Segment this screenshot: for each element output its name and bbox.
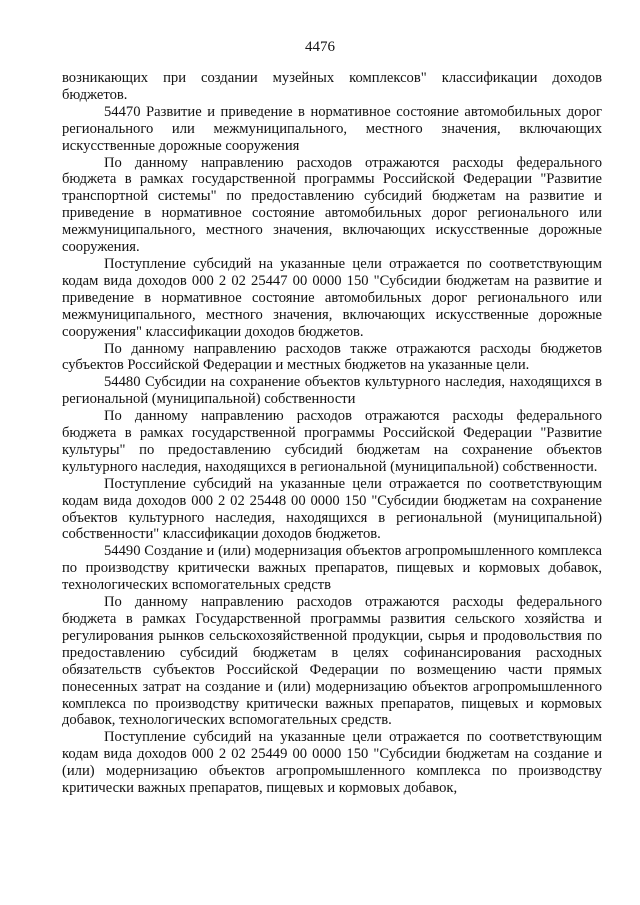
paragraph: Поступление субсидий на указанные цели отражается по соответствующим кодам вида доходов 000 2 02 25448 00 0000 150 "Субсидии бюджетам на сохранение объектов культурного наследия, находящихся в региональной (муниципальной) собственности" классификации доходов бюджетов. (62, 475, 602, 543)
paragraph: Поступление субсидий на указанные цели отражается по соответствующим кодам вида доходов 000 2 02 25449 00 0000 150 "Субсидии бюджетам на создание и (или) модернизацию объектов агропромышленного комплекса по производству критически важных препаратов, пищевых и кормовых добавок, (62, 729, 602, 797)
paragraph: Поступление субсидий на указанные цели отражается по соответствующим кодам вида доходов 000 2 02 25447 00 0000 150 "Субсидии бюджетам на развитие и приведение в нормативное состояние автомобильных дорог регионального или межмуниципального, местного значения, включающих искусственные дорожные сооружения" классификации доходов бюджетов. (62, 255, 602, 340)
document-body (62, 70, 602, 797)
paragraph: По данному направлению расходов также отражаются расходы бюджетов субъектов Российской Федерации и местных бюджетов на указанные цели. (62, 340, 602, 374)
section-heading-54490: 54490 Создание и (или) модернизация объектов агропромышленного комплекса по производству критически важных препаратов, пищевых и кормовых добавок, технологических вспомогательных средств (62, 543, 602, 594)
paragraph: По данному направлению расходов отражаются расходы федерального бюджета в рамках Государственной программы развития сельского хозяйства и регулирования рынков сельскохозяйственной продукции, сырья и продовольствия по предоставлению субсидий бюджетам в целях софинансирования расходных обязательств субъектов Российской Федерации по возмещению части прямых понесенных затрат на создание и (или) модернизацию объектов агропромышленного комплекса по производству критически важных препаратов, пищевых и кормовых добавок, технологических вспомогательных средств. (62, 594, 602, 729)
paragraph: По данному направлению расходов отражаются расходы федерального бюджета в рамках государственной программы Российской Федерации "Развитие культуры" по предоставлению субсидий бюджетам на сохранение объектов культурного наследия, находящихся в региональной (муниципальной) собственности. (62, 408, 602, 475)
page-number: 4476 (305, 39, 335, 55)
paragraph: По данному направлению расходов отражаются расходы федерального бюджета в рамках государственной программы Российской Федерации "Развитие транспортной системы" по предоставлению субсидий бюджетам на развитие и приведение в нормативное состояние автомобильных дорог регионального или межмуниципального, местного значения, включающих искусственные дорожные сооружения. (62, 154, 602, 256)
paragraph-continuation: возникающих при создании музейных комплексов" классификации доходов бюджетов. (62, 70, 602, 103)
section-heading-54470: 54470 Развитие и приведение в нормативное состояние автомобильных дорог регионального или межмуниципального, местного значения, включающих искусственные дорожные сооружения (62, 103, 602, 154)
section-heading-54480: 54480 Субсидии на сохранение объектов культурного наследия, находящихся в региональной (муниципальной) собственности (62, 374, 602, 408)
